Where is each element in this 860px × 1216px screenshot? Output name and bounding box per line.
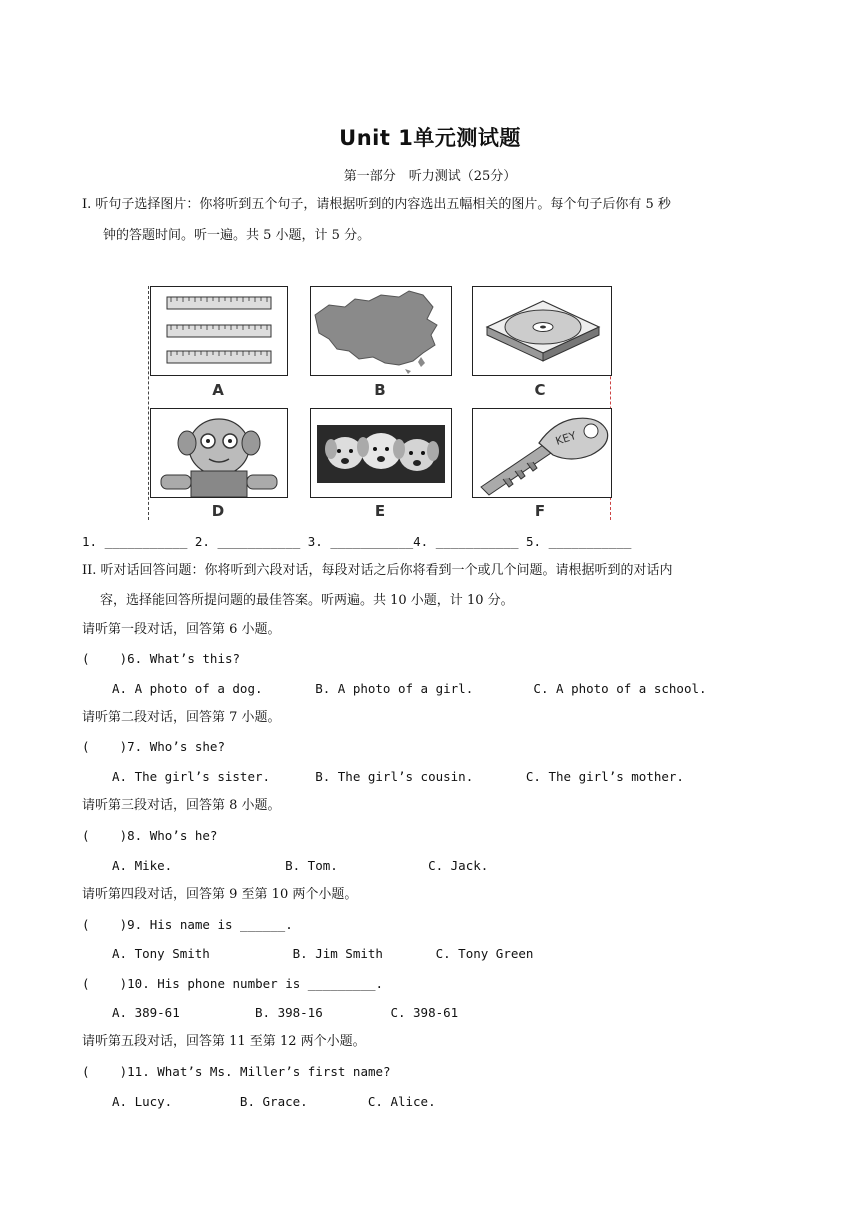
caption-e: E [374, 502, 386, 520]
china-map-icon [311, 287, 451, 375]
picture-d [150, 408, 288, 498]
dialog-3-heading: 请听第三段对话，回答第 8 小题。 [82, 798, 281, 813]
key-label: KEY [553, 429, 578, 448]
rulers-icon [151, 287, 287, 375]
caption-b: B [374, 381, 386, 399]
question-6-options: A. A photo of a dog. B. A photo of a girl. C. A photo of a school. [112, 681, 707, 696]
puppies-icon [311, 409, 451, 497]
question-7: ( )7. Who’s she? [82, 739, 225, 754]
question-6: ( )6. What’s this? [82, 651, 241, 666]
caption-a: A [212, 381, 224, 399]
question-9-options: A. Tony Smith B. Jim Smith C. Tony Green [112, 946, 534, 961]
caption-d: D [211, 502, 225, 520]
question-11-options: A. Lucy. B. Grace. C. Alice. [112, 1094, 436, 1109]
section2-instruction-line1: II. 听对话回答问题：你将听到六段对话，每段对话之后你将看到一个或几个问题。请根据听到的对话内 [82, 563, 673, 578]
section1-instruction-line2: 钟的答题时间。听一遍。共 5 小题，计 5 分。 [103, 228, 371, 243]
left-dashed-border [148, 286, 149, 520]
dialog-4-heading: 请听第四段对话，回答第 9 至第 10 两个小题。 [82, 887, 358, 902]
picture-c [472, 286, 612, 376]
question-9: ( )9. His name is ______. [82, 917, 293, 932]
section-heading: 第一部分 听力测试（25分） [343, 169, 517, 184]
question-8: ( )8. Who’s he? [82, 828, 218, 843]
dialog-2-heading: 请听第二段对话，回答第 7 小题。 [82, 710, 281, 725]
dialog-1-heading: 请听第一段对话，回答第 6 小题。 [82, 622, 281, 637]
cd-icon [473, 287, 611, 375]
section2-instruction-line2: 容，选择能回答所提问题的最佳答案。听两遍。共 10 小题，计 10 分。 [100, 593, 514, 608]
old-man-icon [151, 409, 287, 497]
picture-f [472, 408, 612, 498]
picture-e [310, 408, 452, 498]
key-icon [473, 409, 611, 497]
picture-a [150, 286, 288, 376]
caption-f: F [534, 502, 546, 520]
answer-blanks: 1. ___________ 2. ___________ 3. ___________4. ___________ 5. ___________ [82, 534, 632, 549]
question-10: ( )10. His phone number is _________. [82, 976, 384, 991]
caption-c: C [534, 381, 546, 399]
question-8-options: A. Mike. B. Tom. C. Jack. [112, 858, 489, 873]
question-11: ( )11. What’s Ms. Miller’s first name? [82, 1064, 391, 1079]
question-7-options: A. The girl’s sister. B. The girl’s cousin. C. The girl’s mother. [112, 769, 684, 784]
section1-instruction-line1: I. 听句子选择图片：你将听到五个句子，请根据听到的内容选出五幅相关的图片。每个句子后你有 5 秒 [82, 197, 671, 212]
dialog-5-heading: 请听第五段对话，回答第 11 至第 12 两个小题。 [82, 1034, 366, 1049]
picture-b [310, 286, 452, 376]
question-10-options: A. 389-61 B. 398-16 C. 398-61 [112, 1005, 459, 1020]
page-title: Unit 1单元测试题 [339, 126, 521, 150]
